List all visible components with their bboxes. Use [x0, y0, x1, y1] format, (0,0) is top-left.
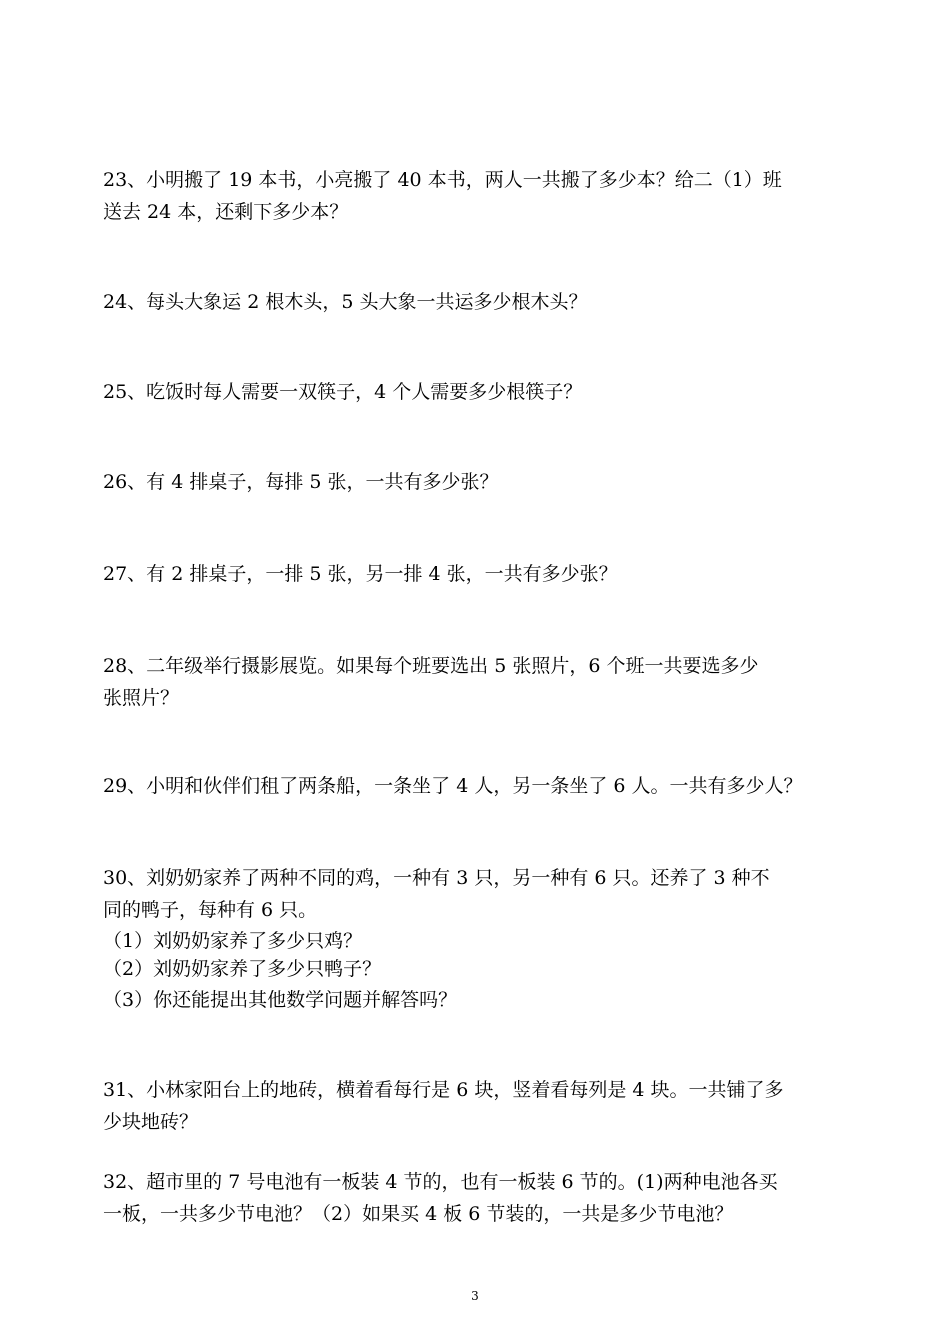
page-number: 3 — [471, 1289, 479, 1303]
problem-23-line-1: 23、小明搬了 19 本书，小亮搬了 40 本书，两人一共搬了多少本？给二（1）班 — [103, 169, 782, 191]
problem-30-line-2: 同的鸭子，每种有 6 只。 — [103, 899, 318, 921]
problem-23-line-2: 送去 24 本，还剩下多少本？ — [103, 201, 349, 223]
problem-31-line-2: 少块地砖？ — [103, 1111, 199, 1133]
problem-25-line-1: 25、吃饭时每人需要一双筷子，4 个人需要多少根筷子？ — [103, 381, 583, 403]
problem-24-line-1: 24、每头大象运 2 根木头，5 头大象一共运多少根木头？ — [103, 291, 588, 313]
problem-29-line-1: 29、小明和伙伴们租了两条船，一条坐了 4 人，另一条坐了 6 人。一共有多少人？ — [103, 775, 803, 797]
problem-30-line-1: 30、刘奶奶家养了两种不同的鸡，一种有 3 只，另一种有 6 只。还养了 3 种不 — [103, 867, 770, 889]
problem-28-line-1: 28、二年级举行摄影展览。如果每个班要选出 5 张照片，6 个班一共要选多少 — [103, 655, 759, 677]
problem-26-line-1: 26、有 4 排桌子，每排 5 张，一共有多少张？ — [103, 471, 499, 493]
problem-32-line-1: 32、超市里的 7 号电池有一板装 4 节的，也有一板装 6 节的。(1)两种电池各买 — [103, 1171, 778, 1193]
problem-27-line-1: 27、有 2 排桌子，一排 5 张，另一排 4 张，一共有多少张？ — [103, 563, 618, 585]
problem-30-question-2: （2）刘奶奶家养了多少只鸭子？ — [103, 958, 382, 980]
problem-30-question-3: （3）你还能提出其他数学问题并解答吗？ — [103, 989, 458, 1011]
problem-32-line-2: 一板，一共多少节电池？（2）如果买 4 板 6 节装的，一共是多少节电池？ — [103, 1203, 734, 1225]
problem-31-line-1: 31、小林家阳台上的地砖，横着看每行是 6 块，竖着看每列是 4 块。一共铺了多 — [103, 1079, 784, 1101]
problem-30-question-1: （1）刘奶奶家养了多少只鸡？ — [103, 930, 363, 952]
problem-28-line-2: 张照片？ — [103, 687, 180, 709]
